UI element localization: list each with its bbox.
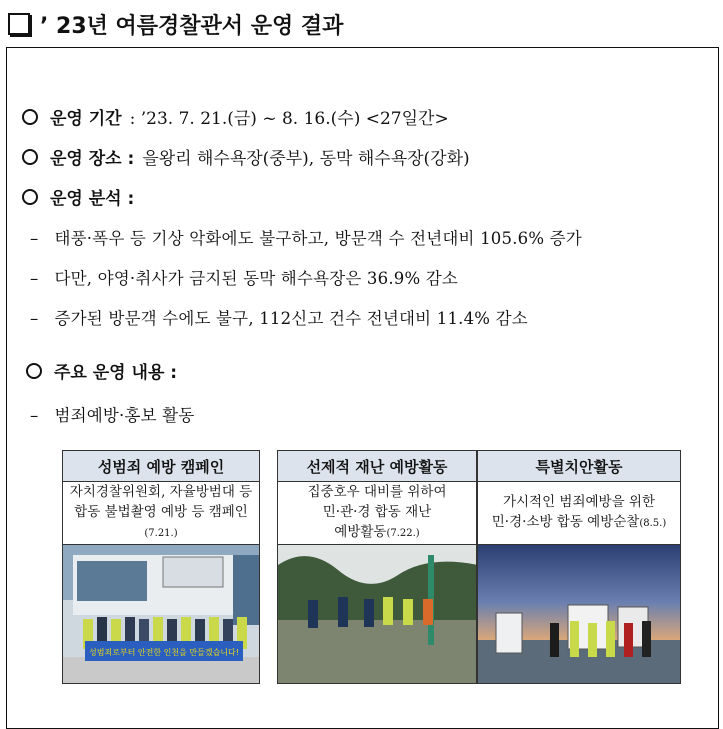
dash-bullet: – <box>30 229 39 248</box>
svg-text:성범죄로부터 안전한 인천을 만들겠습니다!: 성범죄로부터 안전한 인천을 만들겠습니다! <box>89 648 239 657</box>
circle-bullet-icon <box>26 363 42 379</box>
card-title: 성범죄 예방 캠페인 <box>62 450 260 482</box>
photo-card-campaign <box>62 450 260 684</box>
dash-bullet: – <box>30 309 39 328</box>
place-value: 을왕리 해수욕장(중부), 동막 해수욕장(강화) <box>142 149 470 169</box>
circle-bullet-icon <box>22 189 38 205</box>
period-value: : ’23. 7. 21.(금) ~ 8. 16.(수) <27일간> <box>129 109 449 129</box>
photo-card-disaster <box>277 450 477 684</box>
analysis-point: – 증가된 방문객 수에도 불구, 112신고 건수 전년대비 11.4% 감소 <box>30 309 528 328</box>
period-line <box>22 104 449 129</box>
checkbox-bullet-icon <box>8 13 30 35</box>
disaster-photo <box>277 544 477 684</box>
main-content-line <box>26 358 177 383</box>
campaign-photo <box>62 544 260 684</box>
photo-card-patrol <box>477 450 681 684</box>
card-title: 선제적 재난 예방활동 <box>277 450 477 482</box>
place-label: 운영 장소 : <box>50 149 135 169</box>
dash-bullet: – <box>30 406 39 425</box>
disaster-photo-image <box>278 545 477 684</box>
card-caption: 자치경찰위원회, 자율방범대 등 합동 불법촬영 예방 등 캠페인(7.21.) <box>62 482 260 544</box>
document-title <box>8 6 343 42</box>
circle-bullet-icon <box>22 149 38 165</box>
card-caption: 가시적인 범죄예방을 위한 민·경·소방 합동 예방순찰(8.5.) <box>477 482 681 544</box>
dash-bullet: – <box>30 269 39 288</box>
period-label: 운영 기간 <box>50 109 122 129</box>
analysis-point: – 다만, 야영·취사가 금지된 동막 해수욕장은 36.9% 감소 <box>30 269 459 288</box>
analysis-label: 운영 분석 : <box>50 189 135 209</box>
title-text: ’ 23년 여름경찰관서 운영 결과 <box>40 13 344 39</box>
analysis-line <box>22 184 134 209</box>
main-content-label: 주요 운영 내용 : <box>54 363 178 383</box>
circle-bullet-icon <box>22 109 38 125</box>
campaign-photo-image <box>63 545 260 684</box>
place-line <box>22 144 470 169</box>
patrol-photo <box>477 544 681 684</box>
patrol-photo-image <box>478 545 681 684</box>
activity-line: – 범죄예방·홍보 활동 <box>30 406 195 425</box>
analysis-point: – 태풍·폭우 등 기상 악화에도 불구하고, 방문객 수 전년대비 105.6% 증가 <box>30 229 582 248</box>
card-caption: 집중호우 대비를 위하여 민·관·경 합동 재난 예방활동(7.22.) <box>277 482 477 544</box>
card-title: 특별치안활동 <box>477 450 681 482</box>
